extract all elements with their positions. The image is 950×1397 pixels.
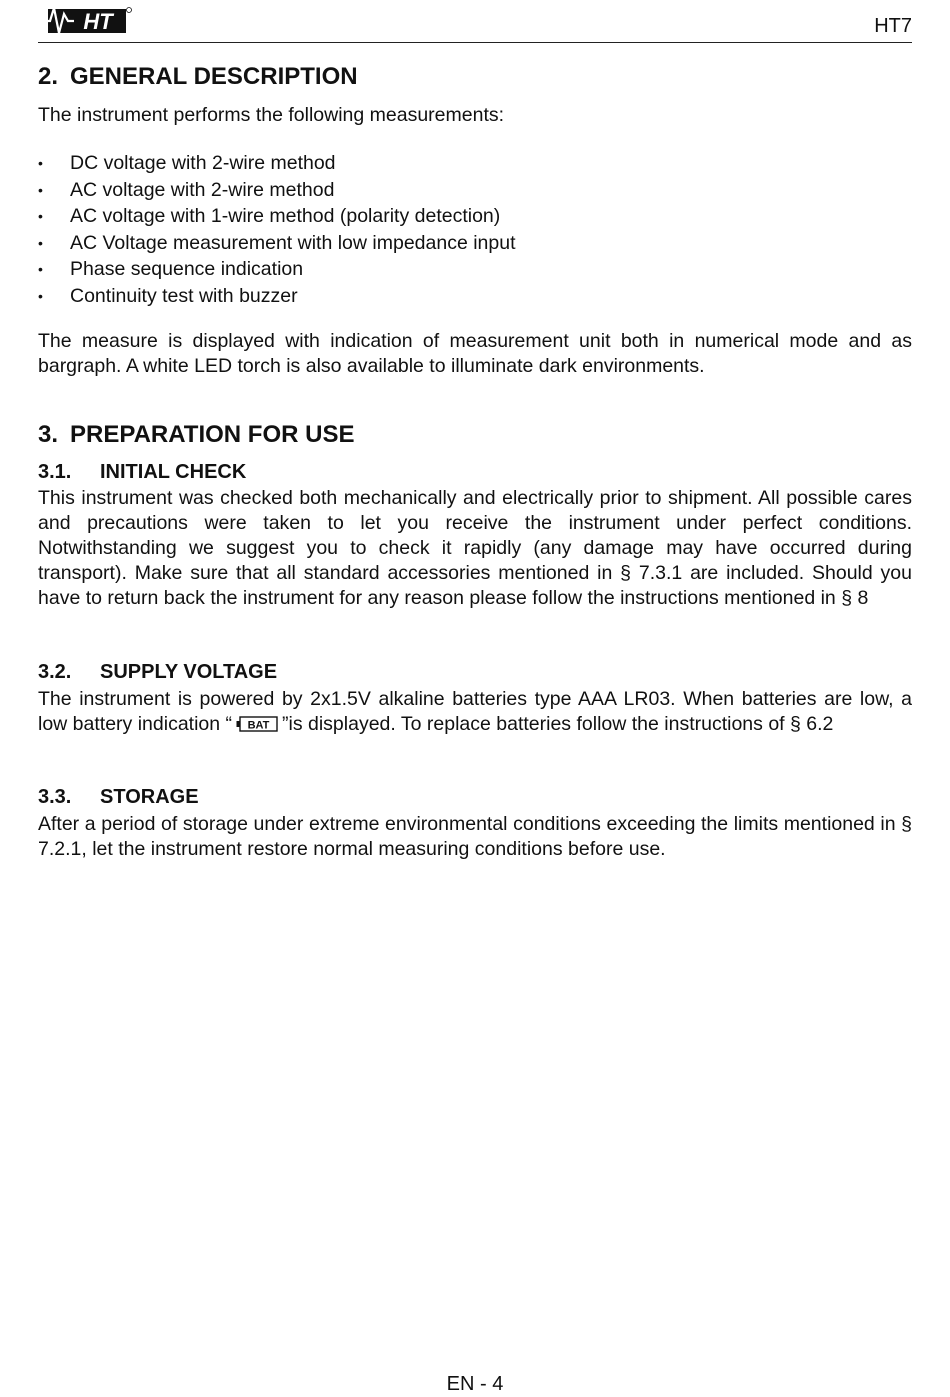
page-header: [38, 0, 912, 43]
battery-icon-label: BAT: [247, 719, 270, 732]
section-title: GENERAL DESCRIPTION: [70, 63, 358, 90]
subsection-3-2-heading: [38, 661, 277, 684]
section-3-heading: [38, 421, 354, 449]
subsection-number: 3.3.: [38, 786, 72, 808]
manual-page: [38, 0, 912, 1397]
supply-text-start: The instrument is powered by 2x1.5V alkaline batteries type AAA LR03. When batteries are low, a low battery indication “: [38, 688, 912, 735]
page-number: EN - 4: [446, 1373, 504, 1395]
low-battery-icon: [236, 716, 278, 733]
subsection-title: STORAGE: [100, 786, 199, 808]
list-item: • AC voltage with 1-wire method (polarity detection): [38, 203, 912, 230]
list-item: • AC Voltage measurement with low impedance input: [38, 230, 912, 257]
section-2-heading: [38, 63, 358, 91]
section-number: 2.: [38, 63, 59, 90]
measurements-intro: The instrument performs the following measurements:: [38, 104, 505, 126]
initial-check-text: This instrument was checked both mechanically and electrically prior to shipment. All possible cares and precautions were taken to let you receive the instrument under perfect conditions. Notwithstanding we suggest you to check it rapidly (any damage may have occurred during transport). Make sure that all standard accessories mentioned in § 7.3.1 are included. Should you have to return back the instrument for any reason please follow the instructions mentioned in § 8: [38, 487, 912, 609]
subsection-3-1-heading: [38, 461, 246, 484]
supply-text-end: ”is displayed. To replace batteries follow the instructions of § 6.2: [282, 713, 834, 735]
section-title: PREPARATION FOR USE: [70, 421, 355, 448]
list-item: • Continuity test with buzzer: [38, 283, 912, 310]
subsection-number: 3.1.: [38, 461, 72, 483]
supply-voltage-text: [38, 687, 912, 737]
list-item: • DC voltage with 2-wire method: [38, 150, 912, 177]
display-description: The measure is displayed with indication of measurement unit both in numerical mode and as bargraph. A white LED torch is also available to illuminate dark environments.: [38, 330, 912, 377]
svg-text:HT: HT: [83, 9, 113, 34]
measurements-list: [38, 150, 912, 310]
storage-text: After a period of storage under extreme environmental conditions exceeding the limits mentioned in § 7.2.1, let the instrument restore normal measuring conditions before use.: [38, 813, 912, 860]
subsection-number: 3.2.: [38, 661, 72, 683]
ht-brand-logo: [38, 4, 133, 36]
subsection-title: SUPPLY VOLTAGE: [100, 661, 278, 683]
list-item: • Phase sequence indication: [38, 256, 912, 283]
section-number: 3.: [38, 421, 59, 448]
model-label: HT7: [874, 15, 912, 37]
subsection-3-3-heading: [38, 786, 199, 809]
list-item: • AC voltage with 2-wire method: [38, 177, 912, 204]
subsection-title: INITIAL CHECK: [100, 461, 247, 483]
